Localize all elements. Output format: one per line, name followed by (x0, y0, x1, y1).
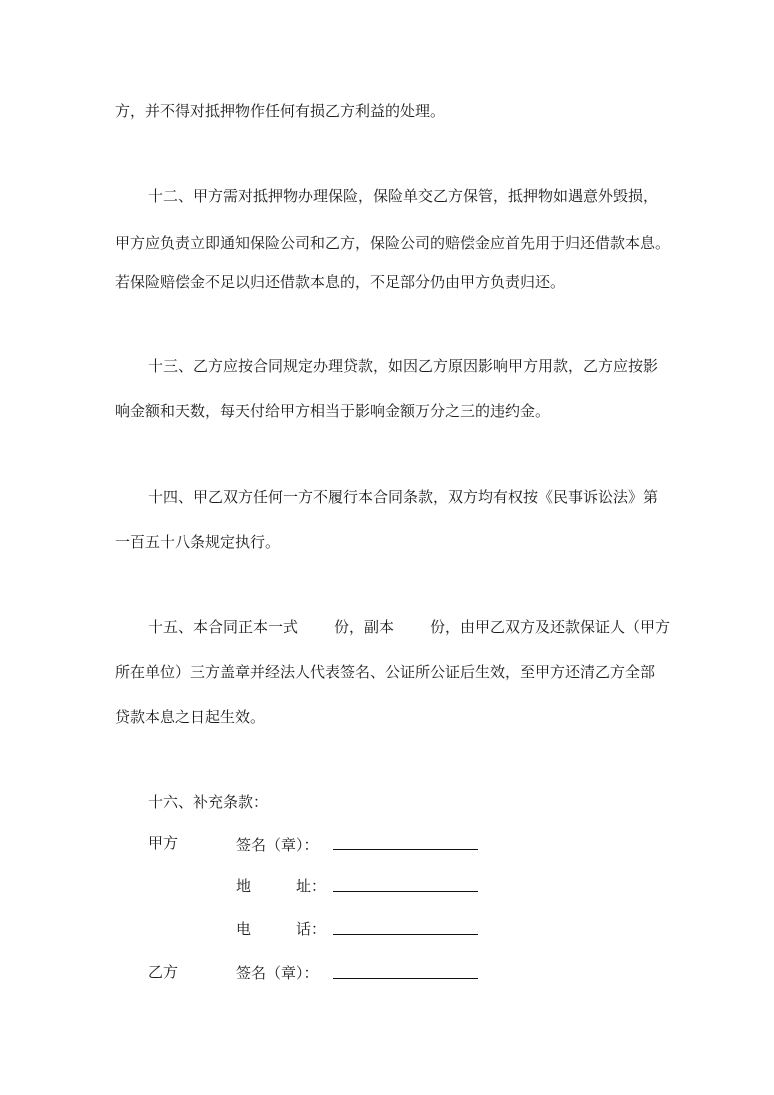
party-b-sign-blank[interactable] (333, 978, 478, 979)
phone-char-1: 电 (236, 920, 252, 938)
clause-15-line-2: 所在单位）三方盖章并经法人代表签名、公证所公证后生效，至甲方还清乙方全部 (115, 663, 656, 681)
clause-14-line-1: 十四、甲乙双方任何一方不履行本合同条款，双方均有权按《民事诉讼法》第 (148, 488, 659, 506)
text-line: 方，并不得对抵押物作任何有损乙方利益的处理。 (115, 102, 446, 120)
clause-14-line-2: 一百五十八条规定执行。 (115, 533, 281, 551)
clause-15-part-2: 份，副本 (334, 618, 395, 636)
clause-15-part-1: 十五、本合同正本一式 (148, 618, 299, 636)
party-a-address-blank[interactable] (333, 891, 478, 892)
clause-12-line-3: 若保险赔偿金不足以归还借款本息的，不足部分仍由甲方负责归还。 (115, 273, 566, 291)
party-a-phone-label (236, 919, 326, 939)
address-char-1: 地 (236, 877, 252, 895)
party-a-sign-label: 签名（章）： (236, 836, 319, 854)
address-char-2: 址： (296, 877, 327, 895)
party-b-label: 乙方 (148, 963, 179, 981)
clause-15-part-3: 份，由甲乙双方及还款保证人（甲方 (430, 618, 671, 636)
phone-char-2: 话： (296, 920, 327, 938)
party-a-address-label (236, 876, 326, 896)
party-a-sign-blank[interactable] (333, 849, 478, 850)
party-a-label: 甲方 (148, 834, 179, 852)
party-a-phone-blank[interactable] (333, 934, 478, 935)
clause-13-line-1: 十三、乙方应按合同规定办理贷款，如因乙方原因影响甲方用款，乙方应按影 (148, 357, 659, 375)
clause-15-line-3: 贷款本息之日起生效。 (115, 708, 266, 726)
clause-12-line-1: 十二、甲方需对抵押物办理保险，保险单交乙方保管，抵押物如遇意外毁损， (148, 187, 659, 205)
clause-16-title: 十六、补充条款： (148, 793, 269, 811)
clause-13-line-2: 响金额和天数，每天付给甲方相当于影响金额万分之三的违约金。 (115, 402, 551, 420)
party-b-sign-label: 签名（章）： (236, 964, 319, 982)
clause-15-line-1 (148, 617, 670, 637)
clause-12-line-2: 甲方应负责立即通知保险公司和乙方，保险公司的赔偿金应首先用于归还借款本息。 (115, 234, 671, 252)
